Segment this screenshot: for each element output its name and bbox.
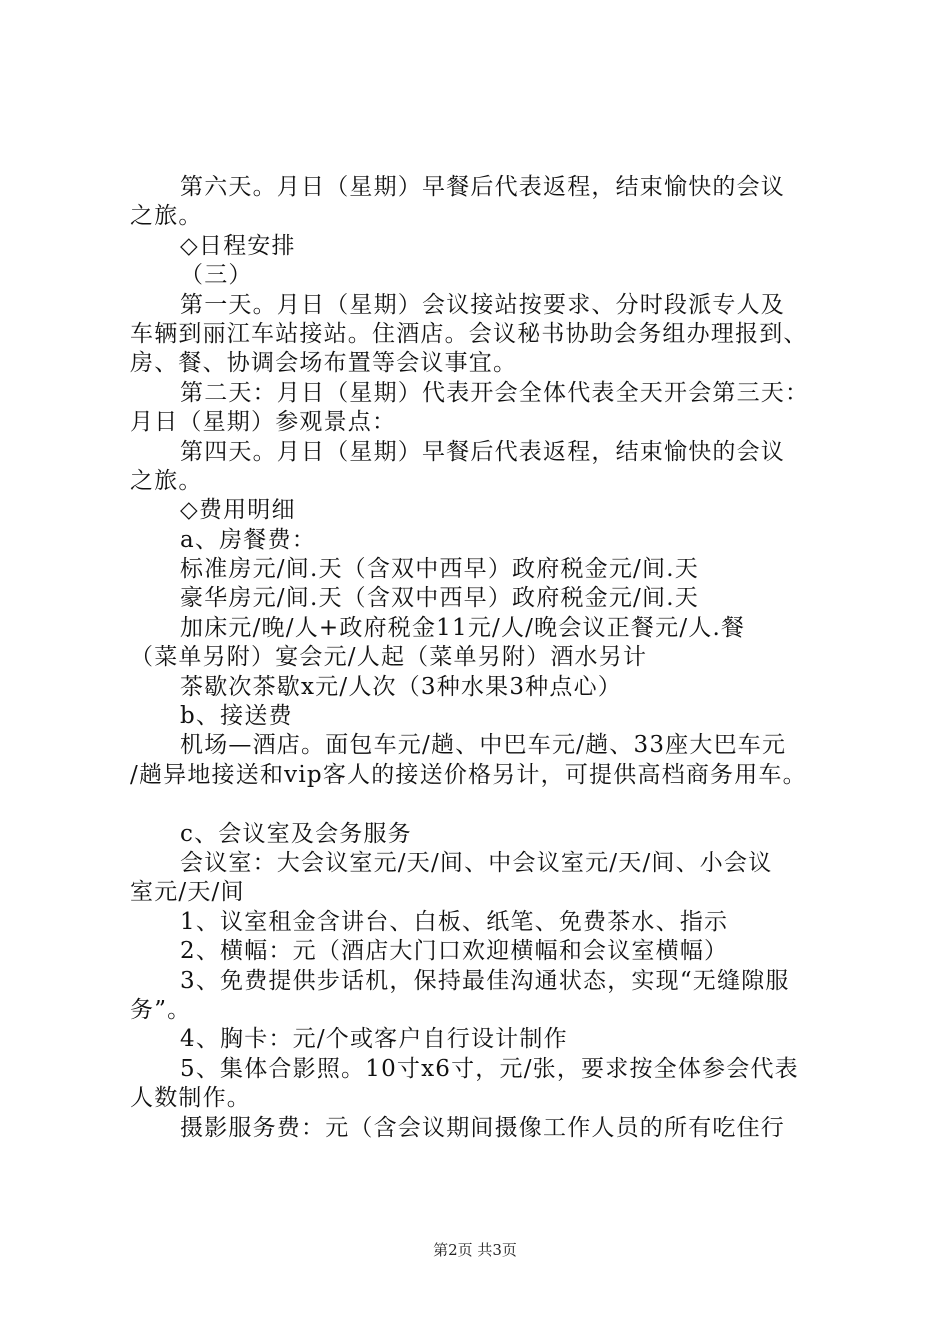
text-line: 摄影服务费：元（含会议期间摄像工作人员的所有吃住行	[180, 1114, 785, 1141]
text-line: 会议室：大会议室元/天/间、中会议室元/天/间、小会议	[180, 849, 773, 876]
text-line: /趟异地接送和vip客人的接送价格另计，可提供高档商务用车。	[130, 761, 807, 788]
text-line: 5、集体合影照。10寸x6寸，元/张，要求按全体参会代表	[180, 1055, 799, 1082]
text-line: 月日（星期）参观景点：	[130, 409, 397, 436]
text-line: 室元/天/间	[130, 879, 245, 906]
text-line: 1、议室租金含讲台、白板、纸笔、免费茶水、指示	[180, 908, 729, 935]
text-line: 茶歇次茶歇x元/人次（3种水果3种点心）	[180, 673, 622, 700]
text-line: ◇费用明细	[180, 497, 296, 524]
text-line: b、接送费	[180, 703, 293, 730]
text-line: 加床元/晚/人+政府税金11元/人/晚会议正餐元/人.餐	[180, 614, 746, 641]
text-line: （三）	[180, 262, 253, 289]
text-line: 3、免费提供步话机，保持最佳沟通状态，实现“无缝隙服	[180, 967, 790, 994]
text-line: 人数制作。	[130, 1085, 251, 1112]
text-line: 之旅。	[130, 203, 203, 230]
text-line: 之旅。	[130, 467, 203, 494]
text-line: 4、胸卡：元/个或客户自行设计制作	[180, 1026, 568, 1053]
blank-line	[130, 790, 835, 819]
text-line: c、会议室及会务服务	[180, 820, 412, 847]
text-line: 第四天。月日（星期）早餐后代表返程，结束愉快的会议	[180, 438, 785, 465]
page-footer: 第2页 共3页	[433, 1241, 517, 1259]
text-line: 第二天：月日（星期）代表开会全体代表全天开会第三天：	[180, 379, 810, 406]
text-line: 标准房元/间.天（含双中西早）政府税金元/间.天	[180, 556, 699, 583]
text-line: ◇日程安排	[180, 232, 296, 259]
text-line: （菜单另附）宴会元/人起（菜单另附）酒水另计	[130, 644, 648, 671]
text-line: a、房餐费：	[180, 526, 316, 553]
text-line: 第六天。月日（星期）早餐后代表返程，结束愉快的会议	[180, 174, 785, 200]
text-line: 房、餐、协调会场布置等会议事宜。	[130, 350, 518, 377]
text-line: 务”。	[130, 996, 192, 1023]
text-line: 第一天。月日（星期）会议接站按要求、分时段派专人及	[180, 291, 785, 318]
text-line: 机场—酒店。面包车元/趟、中巴车元/趟、33座大巴车元	[180, 732, 787, 759]
text-line: 车辆到丽江车站接站。住酒店。会议秘书协助会务组办理报到、	[130, 320, 808, 347]
text-line: 2、横幅：元（酒店大门口欢迎横幅和会议室横幅）	[180, 938, 729, 965]
document-body	[130, 173, 835, 1143]
text-line: 豪华房元/间.天（含双中西早）政府税金元/间.天	[180, 585, 699, 612]
